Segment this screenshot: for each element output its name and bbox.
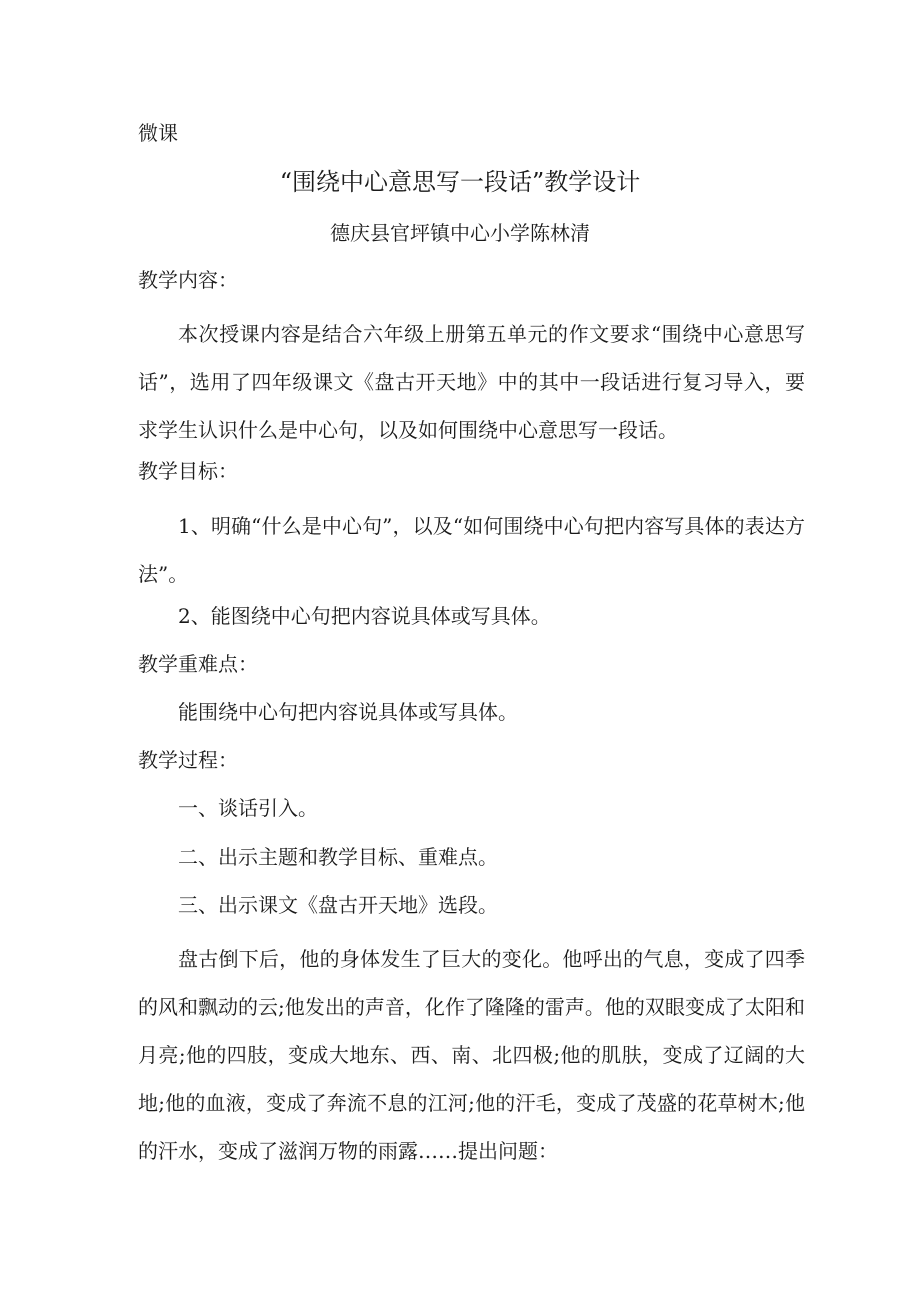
- header-label: 微课: [138, 121, 178, 145]
- process-step-1: 一、谈话引入。: [178, 796, 318, 820]
- content-paragraph: 本次授课内容是结合六年级上册第五单元的作文要求“围绕中心意思写话”，选用了四年级课文《盘古开天地》中的其中一段话进行复习导入，要求学生认识什么是中心句，以及如何围绕中心意思写一段话。: [138, 322, 805, 442]
- author-line: 德庆县官坪镇中心小学陈林清: [330, 221, 590, 245]
- goal-item-2: 2、能图绕中心句把内容说具体或写具体。: [178, 604, 551, 628]
- process-step-3: 三、出示课文《盘古开天地》选段。: [178, 893, 498, 917]
- document-title: “围绕中心意思写一段话”教学设计: [279, 168, 641, 196]
- process-heading: 教学过程：: [138, 748, 238, 772]
- goal-item-1: 1、明确“什么是中心句”，以及“如何围绕中心句把内容写具体的表达方法”。: [138, 514, 805, 586]
- process-step-2: 二、出示主题和教学目标、重难点。: [178, 845, 498, 869]
- key-points-heading: 教学重难点：: [138, 652, 258, 676]
- excerpt-paragraph: 盘古倒下后，他的身体发生了巨大的变化。他呼出的气息，变成了四季的风和飘动的云;他发出的声音，化作了隆隆的雷声。他的双眼变成了太阳和月亮;他的四肢，变成大地东、西、南、北四极;他的肌肤，变成了辽阔的大地;他的血液，变成了奔流不息的江河;他的汗毛，变成了茂盛的花草树木;他的汗水，变成了滋润万物的雨露……提出问题：: [138, 947, 805, 1163]
- goals-heading: 教学目标：: [138, 459, 238, 483]
- key-points-text: 能围绕中心句把内容说具体或写具体。: [178, 700, 518, 724]
- content-heading: 教学内容：: [138, 268, 238, 292]
